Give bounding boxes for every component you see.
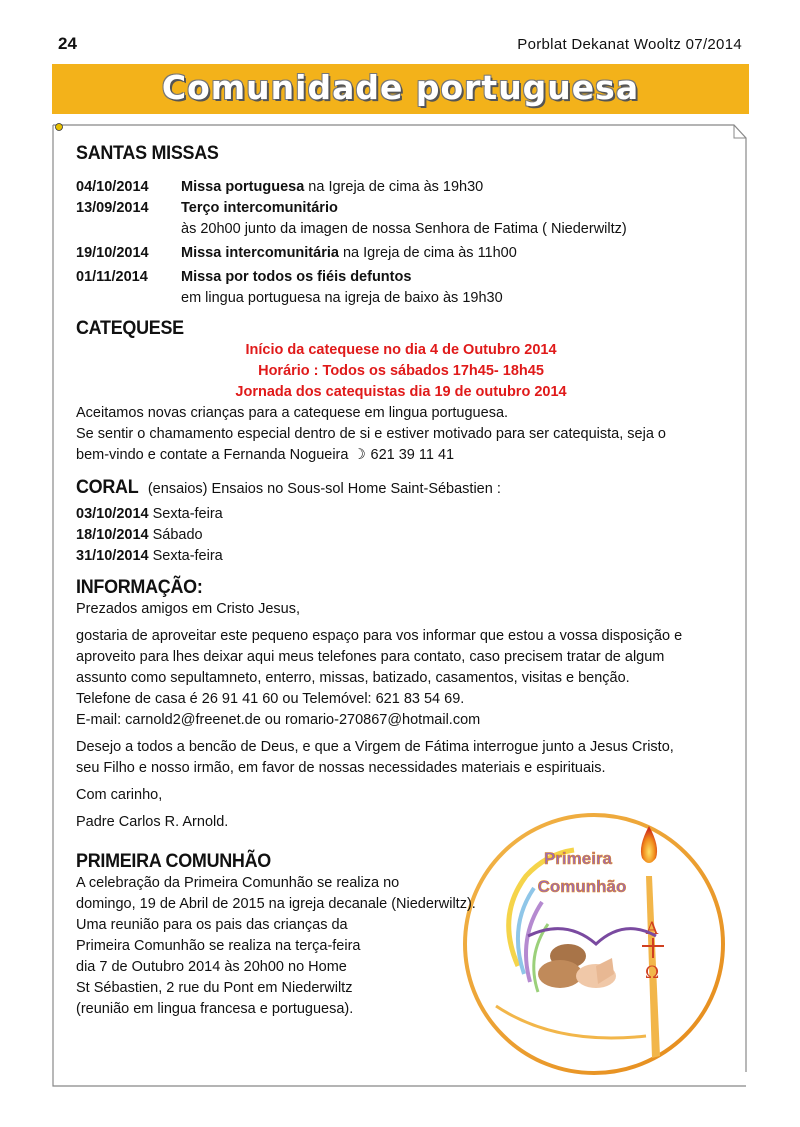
mass-title: Missa portuguesa <box>181 179 305 195</box>
logo-omega: Ω <box>644 963 660 983</box>
mass-date: 04/10/2014 <box>76 179 149 195</box>
page-number: 24 <box>58 34 77 53</box>
mass-row <box>76 267 726 288</box>
logo-alpha: A <box>645 919 659 939</box>
informacao-blessing: seu Filho e nosso irmão, em favor de nossas necessidades materiais e espirituais. <box>76 760 606 776</box>
phone-icon: ☽ <box>352 447 366 463</box>
coral-day: Sexta-feira <box>152 548 223 564</box>
coral-heading-line <box>76 475 726 501</box>
catequese-highlight: Jornada dos catequistas dia 19 de outubro 2014 <box>235 384 567 400</box>
mass-date: 01/11/2014 <box>76 269 148 285</box>
mass-row <box>76 198 726 219</box>
informacao-line: gostaria de aproveitar este pequeno espaço para vos informar que estou a vossa disposição e <box>76 628 683 644</box>
coral-row <box>76 525 726 546</box>
mass-desc <box>181 198 338 219</box>
informacao-greeting: Prezados amigos em Cristo Jesus, <box>76 601 301 617</box>
catequese-paragraph: Aceitamos novas crianças para a catequese em lingua portuguesa. <box>76 405 509 421</box>
heading-informacao: INFORMAÇÃO: <box>76 576 203 598</box>
catequese-highlight: Horário : Todos os sábados 17h45- 18h45 <box>258 363 544 379</box>
heading-catequese: CATEQUESE <box>76 317 184 339</box>
mass-extra: em lingua portuguesa na igreja de baixo às 19h30 <box>181 290 503 306</box>
mass-title: Missa intercomunitária <box>181 245 339 261</box>
heading-coral: CORAL <box>76 476 139 498</box>
coral-date: 03/10/2014 <box>76 506 149 522</box>
mass-date: 13/09/2014 <box>76 200 149 216</box>
mass-extra: às 20h00 junto da imagen de nossa Senhora de Fatima ( Niederwiltz) <box>181 221 627 237</box>
informacao-line: assunto como sepultamneto, enterro, missas, batizado, casamentos, visitas e benção. <box>76 670 630 686</box>
logo-line1: Primeira <box>543 849 613 868</box>
heading-santas-missas: SANTAS MISSAS <box>76 142 219 164</box>
comunhao-line: Primeira Comunhão se realiza na terça-feira <box>76 938 361 954</box>
coral-subheading: (ensaios) Ensaios no Sous-sol Home Saint-Sébastien : <box>143 481 501 497</box>
comunhao-line: St Sébastien, 2 rue du Pont em Niederwiltz <box>76 980 353 996</box>
comunhao-line: A celebração da Primeira Comunhão se realiza no <box>76 875 400 891</box>
mass-row <box>76 243 726 264</box>
mass-detail: na Igreja de cima às 11h00 <box>338 245 517 261</box>
catequese-phone: 621 39 11 41 <box>370 447 455 463</box>
publication-info: Porblat Dekanat Wooltz 07/2014 <box>517 36 742 53</box>
comunhao-line: domingo, 19 de Abril de 2015 na igreja decanale (Niederwiltz). <box>76 896 476 912</box>
coral-row <box>76 546 726 567</box>
catequese-highlight: Início da catequese no dia 4 de Outubro 2014 <box>245 342 557 358</box>
coral-date: 31/10/2014 <box>76 548 149 564</box>
informacao-line: Telefone de casa é 26 91 41 60 ou Telemóvel: 621 83 54 69. <box>76 691 465 707</box>
catequese-contact-text: bem-vindo e contate a Fernanda Nogueira <box>76 447 349 463</box>
mass-title: Terço intercomunitário <box>181 200 338 216</box>
mass-date: 19/10/2014 <box>76 245 149 261</box>
informacao-blessing: Desejo a todos a bencão de Deus, e que a Virgem de Fátima interrogue junto a Jesus Cristo, <box>76 739 674 755</box>
comunhao-line: dia 7 de Outubro 2014 às 20h00 no Home <box>76 959 347 975</box>
title-banner <box>52 64 749 114</box>
mass-row <box>76 177 726 198</box>
coral-date: 18/10/2014 <box>76 527 149 543</box>
primeira-comunhao-logo <box>456 806 732 1082</box>
heading-primeira-comunhao: PRIMEIRA COMUNHÃO <box>76 850 271 872</box>
informacao-closing: Com carinho, <box>76 787 163 803</box>
coral-row <box>76 504 726 525</box>
informacao-line: aproveito para lhes deixar aqui meus telefones para contato, caso precisem tratar de algum <box>76 649 665 665</box>
coral-day: Sábado <box>152 527 203 543</box>
mass-desc <box>181 177 483 198</box>
mass-desc <box>181 243 517 264</box>
mass-desc <box>181 267 411 288</box>
informacao-signature: Padre Carlos R. Arnold. <box>76 814 229 830</box>
banner-title: Comunidade portuguesa <box>161 68 640 107</box>
comunhao-line: Uma reunião para os pais das crianças da <box>76 917 348 933</box>
comunhao-line: (reunião em lingua francesa e portuguesa). <box>76 1001 354 1017</box>
coral-day: Sexta-feira <box>152 506 223 522</box>
catequese-paragraph: Se sentir o chamamento especial dentro de si e estiver motivado para ser catequista, seja o <box>76 426 666 442</box>
logo-line2: Comunhão <box>537 877 627 896</box>
catequese-contact <box>76 445 726 466</box>
mass-detail: na Igreja de cima às 19h30 <box>304 179 484 195</box>
informacao-line: E-mail: carnold2@freenet.de ou romario-270867@hotmail.com <box>76 712 481 728</box>
mass-title: Missa por todos os fiéis defuntos <box>181 269 412 285</box>
